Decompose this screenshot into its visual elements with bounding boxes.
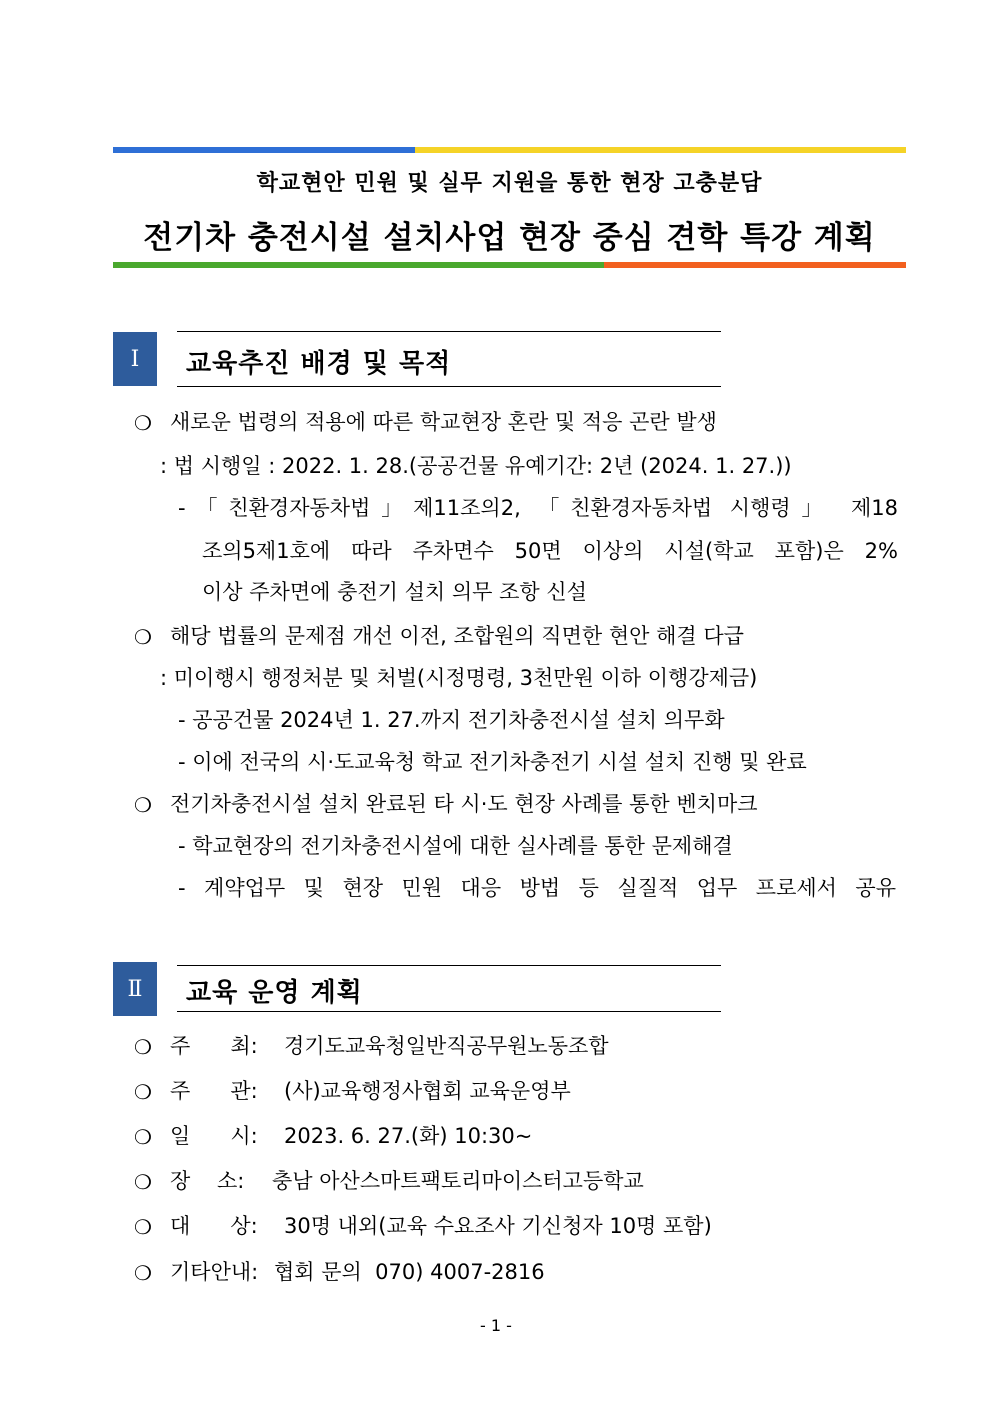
header-bottom-bar-left — [113, 262, 604, 268]
header-bottom-bar-right — [604, 262, 906, 268]
section1-top-rule — [177, 331, 721, 332]
section1-bullet1-dash1-cont1: 조의5제1호에 따라 주차면수 50면 이상의 시설(학교 포함)은 2% — [202, 539, 898, 563]
plan-item-value: (사)교육행정사협회 교육운영부 — [284, 1079, 571, 1103]
section2-number-badge: Ⅱ — [113, 962, 157, 1016]
plan-item-value: 협회 문의 070) 4007-2816 — [274, 1260, 545, 1284]
plan-item-label: 대 상: — [170, 1214, 258, 1238]
section2-bottom-rule — [177, 1011, 721, 1012]
plan-item-value: 충남 아산스마트팩토리마이스터고등학교 — [272, 1169, 644, 1193]
section1-bullet3: 전기차충전시설 설치 완료된 타 시·도 현장 사례를 통한 벤치마크 — [170, 792, 758, 816]
plan-item-label: 주 관: — [170, 1079, 258, 1103]
section1-bullet1: 새로운 법령의 적용에 따른 학교현장 혼란 및 적응 곤란 발생 — [170, 410, 717, 434]
section1-number-badge: Ⅰ — [113, 332, 157, 386]
circle-bullet-icon: ❍ — [134, 793, 152, 817]
section1-bullet2-dash1: - 공공건물 2024년 1. 27.까지 전기차충전시설 설치 의무화 — [178, 708, 725, 732]
section1-title: 교육추진 배경 및 목적 — [186, 349, 452, 379]
section1-bullet1-sub: : 법 시행일 : 2022. 1. 28.(공공건물 유예기간: 2년 (2024. 1. 27.)) — [160, 454, 792, 478]
circle-bullet-icon: ❍ — [134, 1261, 152, 1285]
circle-bullet-icon: ❍ — [134, 1170, 152, 1194]
section1-bullet2: 해당 법률의 문제점 개선 이전, 조합원의 직면한 현안 해결 다급 — [170, 624, 744, 648]
header-top-bar-left — [113, 147, 415, 153]
section1-bullet3-dash1: - 학교현장의 전기차충전시설에 대한 실사례를 통한 문제해결 — [178, 834, 733, 858]
plan-item-value: 경기도교육청일반직공무원노동조합 — [284, 1034, 609, 1058]
section2-title: 교육 운영 계획 — [186, 978, 363, 1008]
plan-item-label: 주 최: — [170, 1034, 258, 1058]
section1-bullet1-dash1: -「친환경자동차법」제11조의2, 「친환경자동차법 시행령」 제18 — [178, 496, 898, 520]
section1-bullet2-sub: : 미이행시 행정처분 및 처벌(시정명령, 3천만원 이하 이행강제금) — [160, 666, 758, 690]
circle-bullet-icon: ❍ — [134, 625, 152, 649]
circle-bullet-icon: ❍ — [134, 1215, 152, 1239]
circle-bullet-icon: ❍ — [134, 1035, 152, 1059]
plan-item-label: 일 시: — [170, 1124, 258, 1148]
header-top-bar-right — [415, 147, 906, 153]
document-title: 전기차 충전시설 설치사업 현장 중심 견학 특강 계획 — [143, 220, 876, 256]
plan-item-value: 30명 내외(교육 수요조사 기신청자 10명 포함) — [284, 1214, 712, 1238]
plan-item-label: 기타안내: — [170, 1260, 259, 1284]
circle-bullet-icon: ❍ — [134, 1125, 152, 1149]
plan-item-value: 2023. 6. 27.(화) 10:30~ — [284, 1124, 533, 1148]
plan-item-label: 장 소: — [170, 1169, 245, 1193]
circle-bullet-icon: ❍ — [134, 411, 152, 435]
section1-bullet1-dash1-cont2: 이상 주차면에 충전기 설치 의무 조항 신설 — [202, 580, 587, 604]
section1-bottom-rule — [177, 386, 721, 387]
circle-bullet-icon: ❍ — [134, 1080, 152, 1104]
page-number: - 1 - — [480, 1316, 512, 1335]
section2-top-rule — [177, 965, 721, 966]
document-subtitle: 학교현안 민원 및 실무 지원을 통한 현장 고충분담 — [256, 171, 763, 196]
section1-bullet3-dash2: - 계약업무 및 현장 민원 대응 방법 등 실질적 업무 프로세서 공유 — [178, 876, 896, 900]
section1-bullet2-dash2: - 이에 전국의 시·도교육청 학교 전기차충전기 시설 설치 진행 및 완료 — [178, 750, 807, 774]
